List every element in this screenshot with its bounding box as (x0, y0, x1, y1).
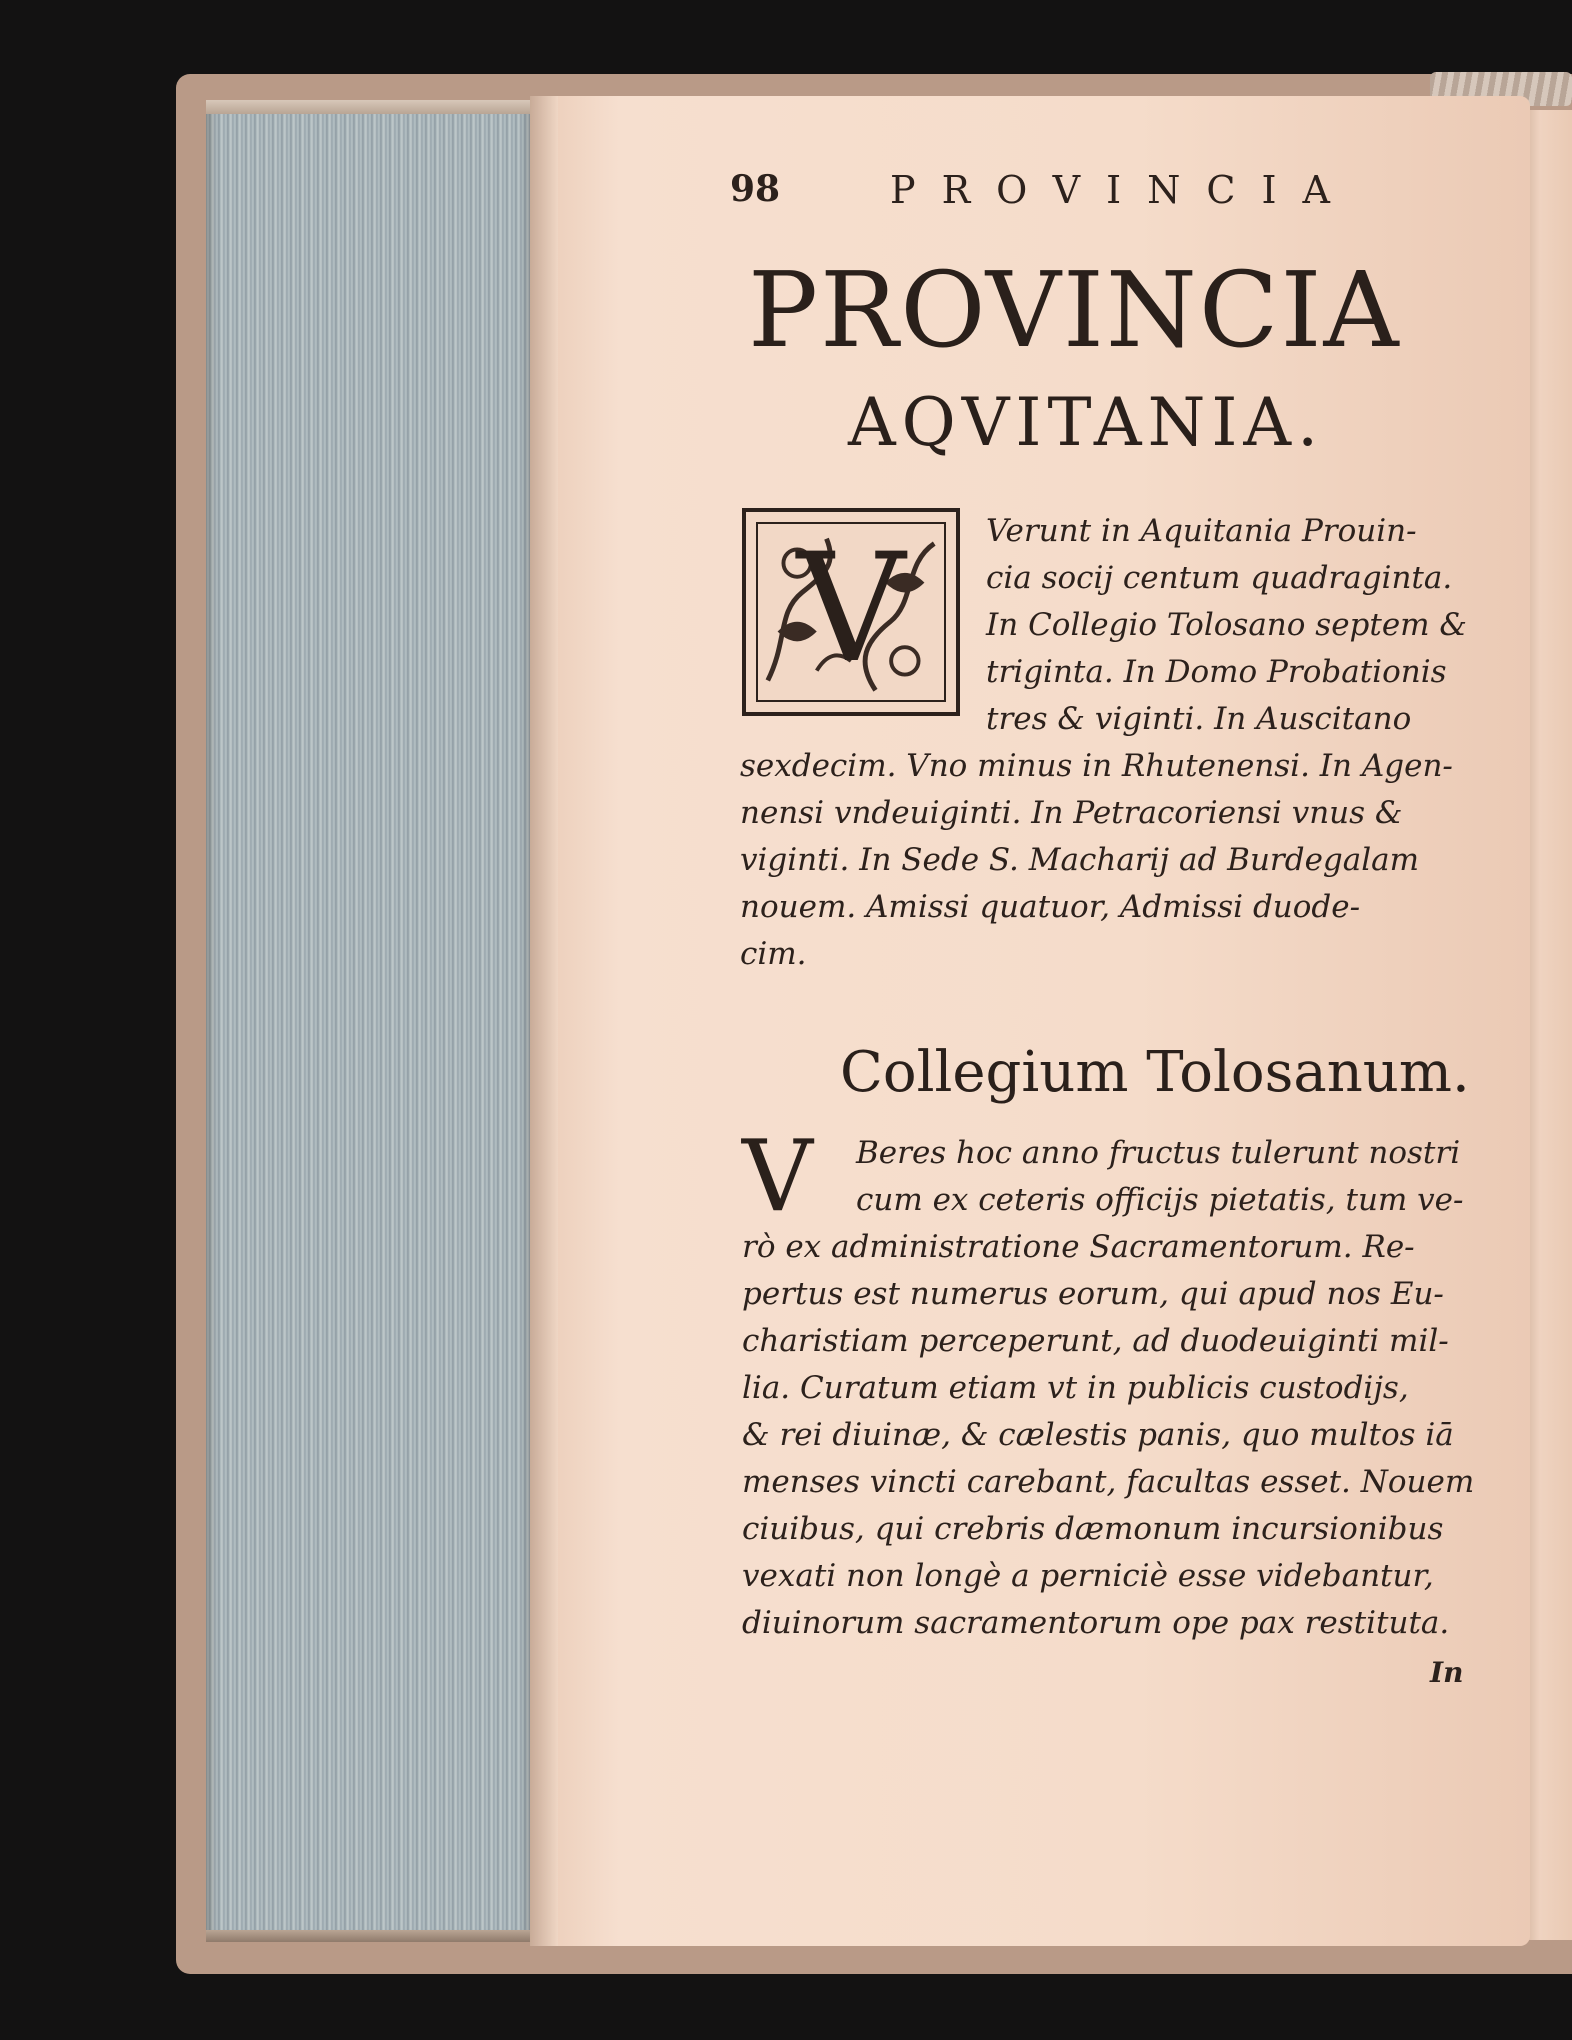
text-line: sexdecim. Vno minus in Rhutenensi. In Agen- (740, 748, 1453, 784)
page-edges-top (206, 100, 536, 114)
decorated-initial (742, 508, 960, 716)
text-line: vexati non longè a perniciè esse videbantur, (742, 1558, 1434, 1594)
text-line: Verunt in Aquitania Prouin- (986, 513, 1417, 549)
gutter-shadow (530, 96, 558, 1946)
book-page (540, 96, 1530, 1946)
text-line: ciuibus, qui crebris dæmonum incursionibus (742, 1511, 1444, 1547)
text-line: nouem. Amissi quatuor, Admissi duode- (740, 889, 1361, 925)
text-line: pertus est numerus eorum, qui apud nos Eu- (742, 1276, 1444, 1312)
running-head: PROVINCIA (890, 168, 1356, 212)
initial-letter: V (796, 522, 906, 696)
text-line: lia. Curatum etiam vt in publicis custodijs, (742, 1370, 1409, 1406)
page-edges-bottom (206, 1930, 536, 1942)
paragraph1-beside-initial (986, 508, 1467, 743)
decorated-initial-frame (756, 522, 946, 702)
text-line: cia socij centum quadraginta. (986, 560, 1453, 596)
page-edges (206, 100, 536, 1940)
text-line: cum ex ceteris officijs pietatis, tum ve- (856, 1182, 1464, 1218)
text-line: tres & viginti. In Auscitano (986, 701, 1412, 737)
paragraph2-body (742, 1224, 1474, 1647)
text-line: triginta. In Domo Probationis (986, 654, 1447, 690)
text-line: viginti. In Sede S. Macharij ad Burdegalam (740, 842, 1420, 878)
text-line: & rei diuinæ, & cælestis panis, quo multos iā (742, 1417, 1454, 1453)
page-subtitle: AQVITANIA. (848, 384, 1325, 461)
drop-letter: V (742, 1120, 813, 1234)
paragraph1-body (740, 743, 1453, 978)
text-line: nensi vndeuiginti. In Petracoriensi vnus & (740, 795, 1403, 831)
text-line: diuinorum sacramentorum ope pax restituta. (742, 1605, 1450, 1641)
section-heading: Collegium Tolosanum. (840, 1040, 1470, 1105)
page-header (730, 168, 1370, 228)
page-title: PROVINCIA (748, 249, 1401, 371)
paragraph2-beside-letter (856, 1130, 1464, 1224)
text-line: In Collegio Tolosano septem & (986, 607, 1468, 643)
text-line: rò ex administratione Sacramentorum. Re- (742, 1229, 1415, 1265)
text-line: cim. (740, 936, 807, 972)
page-number: 98 (730, 168, 781, 210)
text-line: menses vincti carebant, facultas esset. Nouem (742, 1464, 1475, 1500)
text-line: Beres hoc anno fructus tulerunt nostri (856, 1135, 1461, 1171)
catchword: In (1430, 1656, 1464, 1689)
text-line: charistiam perceperunt, ad duodeuiginti mil- (742, 1323, 1449, 1359)
